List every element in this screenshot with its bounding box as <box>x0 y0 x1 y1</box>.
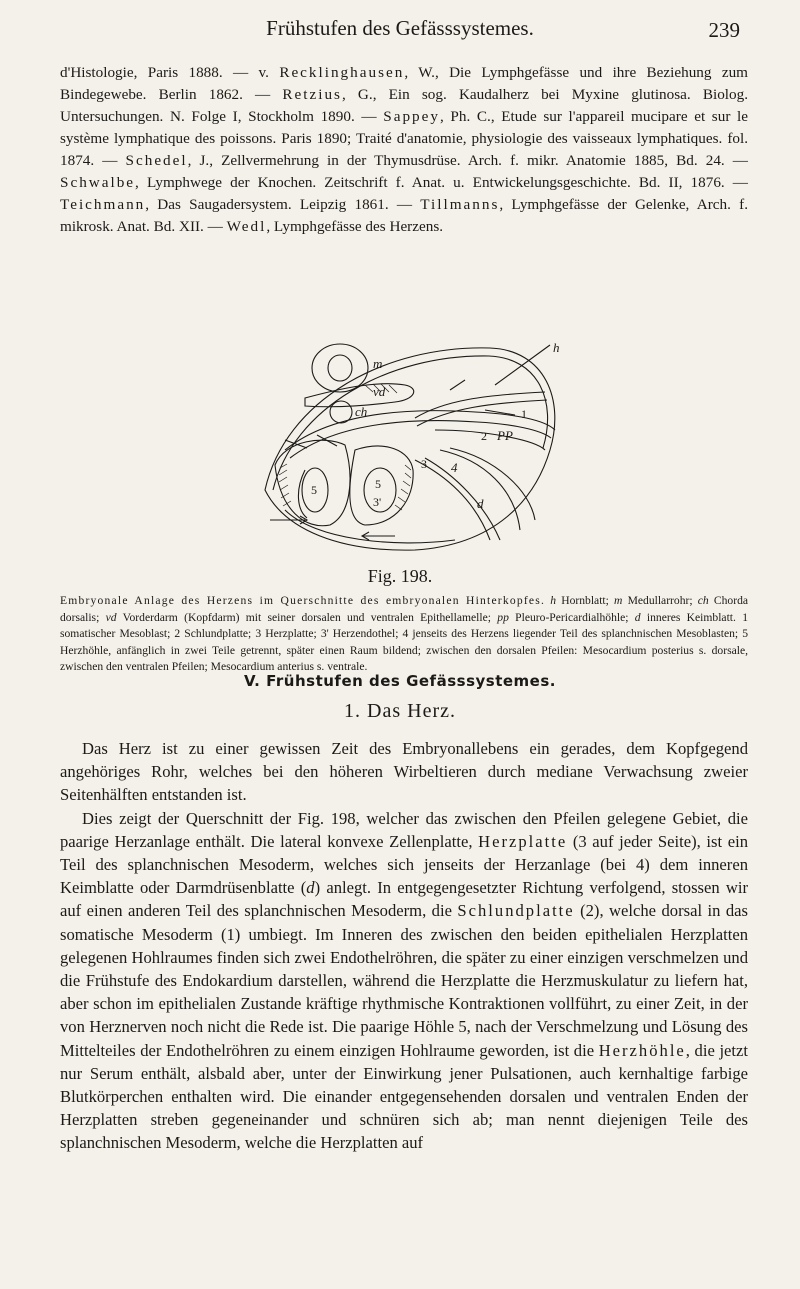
ref-author: Tillmanns <box>420 196 500 213</box>
figure-label-3: 3 <box>421 457 427 471</box>
ref-text: , Das Saugadersystem. Leipzig 1861. — <box>145 196 421 213</box>
ref-text: , Ph. C., Etude sur l'appareil mucipare et sur le système lymphatique des poissons. Paris 1890; Traité d'anatomie, physiologie des vaisseaux lymphatiques. fol. 1874. — <box>60 108 748 169</box>
ref-author: Retzius <box>282 86 342 103</box>
ref-text: , Lymphgefässe des Herzens. <box>266 218 444 235</box>
page-number: 239 <box>708 18 740 42</box>
ref-text: , Lymphgefässe der Gelenke, Arch. f. mikrosk. Anat. Bd. XII. — <box>60 196 748 235</box>
page-header <box>60 14 740 44</box>
caption-term: h <box>550 594 557 607</box>
emphasized-term: d <box>306 878 315 898</box>
figure-label-d: d <box>477 496 484 511</box>
paragraph-text: (3 auf jeder Seite), ist ein Teil des splanchnischen Mesoderm, welches sich jenseits der Herzanlage (bei 4) dem inneren Keimblatte oder Darmdrüsenblatte ( <box>60 831 748 898</box>
figure-label-5-left: 5 <box>311 483 317 497</box>
emphasized-term: Herzplatte <box>478 831 568 851</box>
caption-term: d <box>634 610 641 624</box>
ref-author: Sappey <box>383 108 440 125</box>
ref-text: , G., Ein sog. Kaudalherz bei Myxine glutinosa. Biolog. Untersuchungen. N. Folge I, Stockholm 1890. — <box>60 86 748 125</box>
ref-text: , Lymphwege der Knochen. Zeitschrift f. Anat. u. Entwickelungsgeschichte. Bd. II, 1876. — <box>135 174 748 191</box>
figure-label-vd: vd <box>373 384 386 399</box>
caption-title: Embryonale Anlage des Herzens im Querschnitte des embryonalen Hinterkopfes. <box>60 594 546 607</box>
paragraph-text: , die jetzt nur Serum enthält, alsbald aber, unter der Einwirkung jener Pulsationen, auch kernhaltige farbige Blutkörperchen enthalten wird. Die einander entgegensehenden dorsalen und ventralen Enden der Herzplatten streben gegeneinander und schnüren sich ab; man nennt diejenigen Teile des splanchnischen Mesoderm, welche die Herzplatten auf <box>60 1040 748 1153</box>
ref-text: , W., Die Lymphgefässe und ihre Beziehung zum Bindegewebe. Berlin 1862. — <box>60 64 748 103</box>
figure-label-1: 1 <box>521 407 527 421</box>
ref-author: Teichmann <box>60 196 146 213</box>
subsection-heading: 1. Das Herz. <box>344 700 456 722</box>
caption-text: Vorderdarm (Kopfdarm) mit seiner dorsalen und ventralen Epithellamelle; <box>116 610 498 624</box>
caption-text: inneres Keimblatt. 1 somatischer Mesoblast; 2 Schlundplatte; 3 Herzplatte; 3' Herzendothel; 4 jenseits des Herzens liegender Teil des splanchnischen Mesoblasten; 5 Herzhöhle, anfänglich in zwei Teile getrennt, später einen Raum bildend; zwischen den dorsalen Pfeilen: Mesocardium posterius s. dorsale, zwischen den ventralen Pfeilen; Mesocardium anterius s. ventrale. <box>60 610 749 673</box>
ref-text: d'Histologie, Paris 1888. — v. <box>60 64 280 81</box>
caption-text: Pleuro-Pericardialhöhle; <box>508 610 635 624</box>
paragraph-text: (2), welche dorsal in das somatische Mesoderm (1) umbiegt. Im Inneren des zwischen den beiden epithelialen Herzplatten gelegenen Hohlraumes finden sich zwei Endothelröhren, die später zu einer einzigen verschmelzen und die Frühstufe des Endokardium darstellen, während die Herzplatte die Herzmuskulatur zu liefern hat, aber schon im epithelialen Zustande kräftige rhythmische Kontraktionen vollführt, zu einer Zeit, in der von Herznerven noch nicht die Rede ist. Die paarige Höhle 5, nach der Verschmelzung und Lösung des Mittelteiles der Endothelröhren zu einem einzigen Hohlraume geworden, ist die <box>60 901 748 1060</box>
paragraph-text: ) anlegt. In entgegengesetzter Richtung verfolgend, stossen wir auf einen anderen Teil des splanchnischen Mesoderm, die <box>60 878 748 921</box>
caption-text: Hornblatt; <box>556 594 615 607</box>
paragraph-text: Dies zeigt der Querschnitt der Fig. 198, welcher das zwischen den Pfeilen gelegene Gebiet, die paarige Herzanlage enthält. Die lateral konvexe Zellenplatte, <box>60 808 748 851</box>
body-text <box>60 737 748 1155</box>
caption-term: vd <box>105 610 117 624</box>
caption-text: Chorda dorsalis; <box>60 594 749 624</box>
ref-author: Schwalbe <box>60 174 136 191</box>
figure-label-ch: ch <box>355 404 368 419</box>
embryo-cross-section-drawing <box>245 340 575 555</box>
section-heading: V. Frühstufen des Gefässsystemes. <box>244 672 556 690</box>
caption-text: Medullarrohr; <box>622 594 698 607</box>
running-title: Frühstufen des Gefässsystemes. <box>266 16 534 40</box>
ref-author: Wedl <box>226 218 267 235</box>
figure-caption <box>60 593 748 676</box>
figure-198-illustration <box>245 340 575 555</box>
bibliography-references <box>60 62 748 238</box>
caption-term: m <box>614 594 623 607</box>
paragraph: Das Herz ist zu einer gewissen Zeit des Embryonallebens ein gerades, dem Kopfgegend angehöriges Rohr, welches bei den höheren Wirbeltieren durch mediane Verwachsung zweier Seitenhälften entstanden ist. <box>60 739 748 805</box>
figure-label-h: h <box>553 340 560 355</box>
figure-number: Fig. 198. <box>367 566 433 586</box>
figure-label-4: 4 <box>451 460 458 475</box>
figure-label-5-right: 5 <box>375 477 381 491</box>
emphasized-term: Herzhöhle <box>598 1040 686 1060</box>
figure-label-2: 2 <box>481 429 487 443</box>
paragraph <box>60 807 748 1155</box>
ref-author: Schedel <box>125 152 188 169</box>
caption-term: ch <box>697 594 709 607</box>
figure-label-pp: PP <box>497 428 513 443</box>
emphasized-term: Schlundplatte <box>457 901 575 921</box>
figure-label-3-prime: 3' <box>373 495 382 509</box>
caption-term: pp <box>497 610 509 624</box>
figure-label-m: m <box>373 356 383 371</box>
ref-text: , J., Zellvermehrung in der Thymusdrüse. Arch. f. mikr. Anatomie 1885, Bd. 24. — <box>187 152 748 169</box>
ref-author: Recklinghausen <box>279 64 405 81</box>
